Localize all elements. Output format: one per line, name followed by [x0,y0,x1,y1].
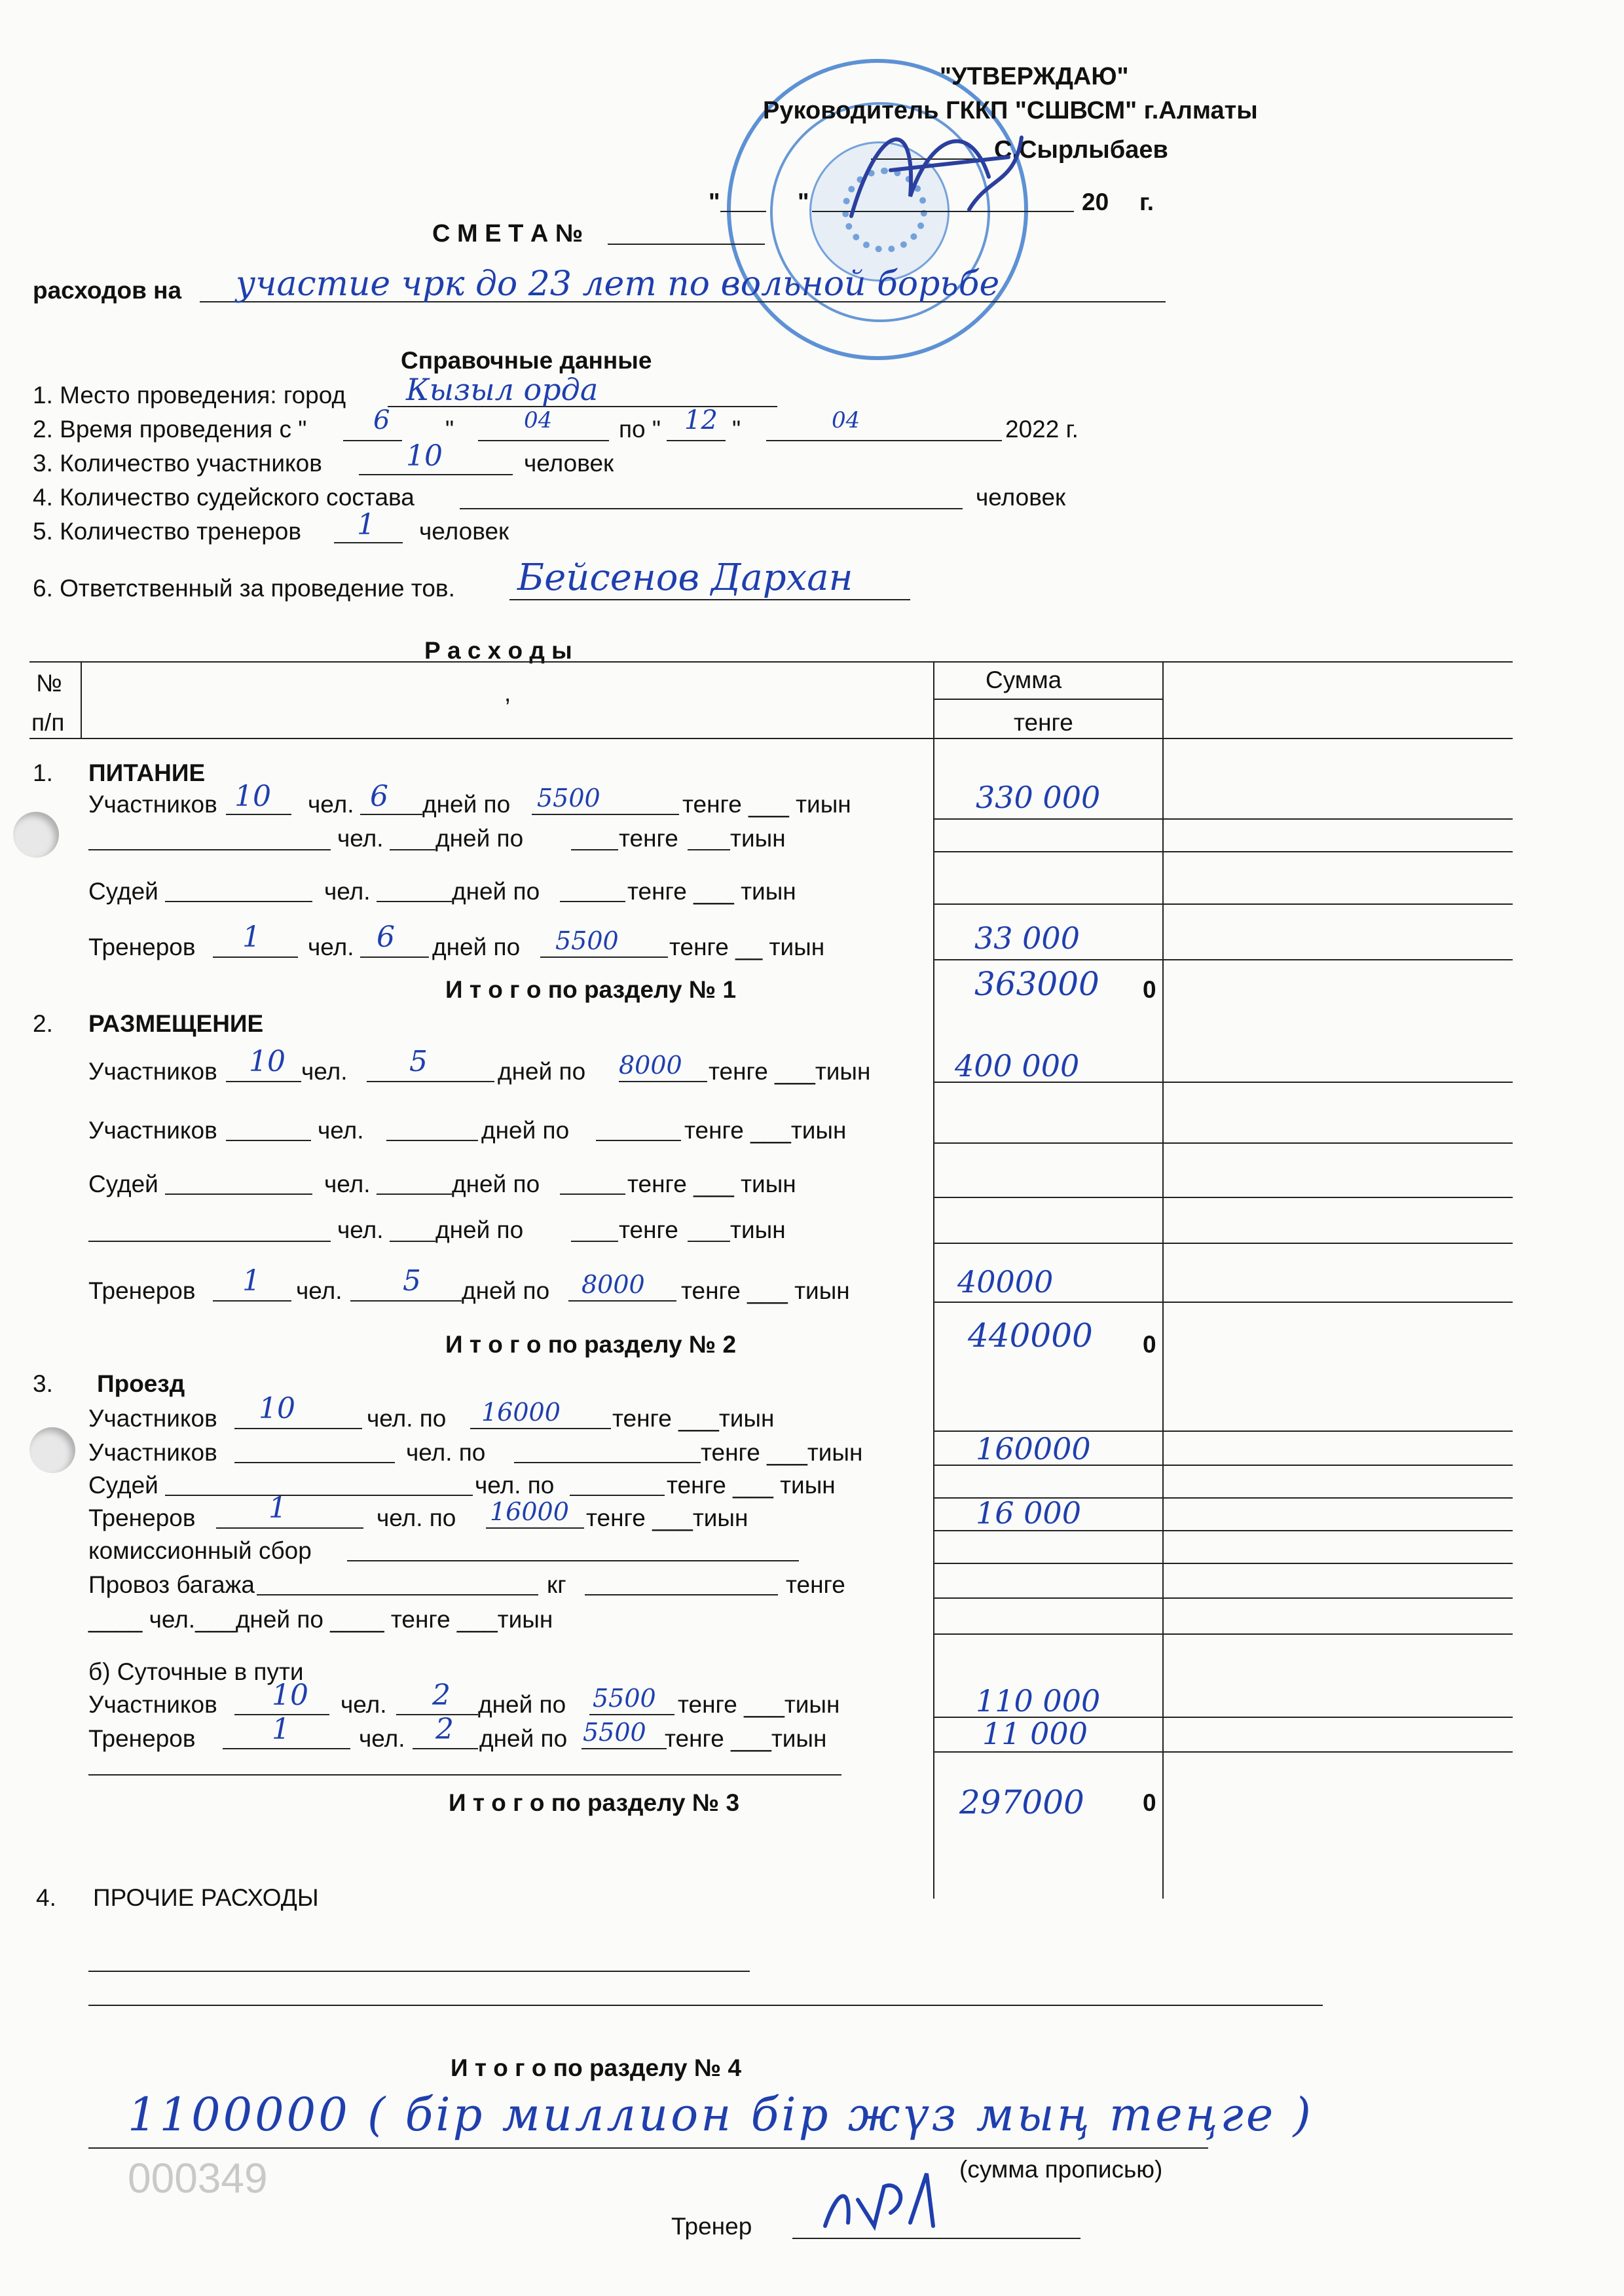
s3-total-zero: 0 [1143,1789,1156,1816]
s3-r10-rate: 5500 [583,1718,646,1747]
s1-r1-tenge: тенге ___ тиын [682,791,851,818]
date-quote-open: " [709,189,720,215]
s3-r3-label: Судей [88,1472,158,1499]
s3-total-label: И т о г о по разделу № 3 [449,1789,740,1816]
s3-r4-tenge: тенге ___тиын [586,1504,748,1531]
s1-r2-chel: чел. [337,825,384,852]
s1-r3-dnei: дней по [452,878,540,905]
s3-r1-rate: 16000 [481,1398,561,1427]
s2-r1-count: 10 [249,1045,286,1078]
s3-r1-tenge: тенге ___тиын [612,1405,775,1432]
time-po: по " [619,416,661,443]
coaches-unit: человек [419,518,509,545]
s1-r2-tiyn: тиын [730,825,786,852]
head-name: С.Сырлыбаев [994,136,1168,164]
expenses-purpose-handwritten: участие чрк до 23 лет по вольной борьбе [236,264,1000,304]
participants-handwritten: 10 [406,439,443,473]
document-title: С М Е Т А № [432,220,583,247]
time-label: 2. Время проведения с " [33,416,307,443]
date-g: г. [1139,189,1154,215]
s1-r4-rate: 5500 [555,926,619,955]
s2-r1-days: 5 [409,1045,428,1078]
director-signature-icon [838,98,1035,242]
s2-r1-chel: чел. [301,1058,348,1085]
approve-label: "УТВЕРЖДАЮ" [940,63,1129,90]
s1-title: ПИТАНИЕ [88,759,206,786]
serial-number: 000349 [128,2155,268,2202]
s2-r3-dnei: дней по [452,1171,540,1197]
s3-r9-label: Участников [88,1691,217,1718]
place-label: 1. Место проведения: город [33,382,346,409]
s2-total-zero: 0 [1143,1331,1156,1358]
s2-r5-sum: 40000 [957,1264,1054,1300]
s2-r2-chel: чел. [318,1117,364,1144]
s2-r1-dnei: дней по [498,1058,586,1085]
s2-r5-rate: 8000 [581,1270,645,1299]
responsible-handwritten: Бейсенов Дархан [517,556,853,599]
s1-num: 1. [33,759,53,786]
coach-label: Тренер [671,2213,752,2240]
expenses-label: расходов на [33,277,182,304]
ref-heading: Справочные данные [401,347,652,374]
s3-r9-sum: 110 000 [976,1683,1101,1719]
s2-num: 2. [33,1010,53,1037]
judges-label: 4. Количество судейского состава [33,484,415,511]
s3-r9-rate: 5500 [593,1684,656,1713]
s1-r2-tenge: тенге [619,825,678,852]
s3-r1-label: Участников [88,1405,217,1432]
s1-total-zero: 0 [1143,976,1156,1003]
judges-unit: человек [976,484,1066,511]
s2-r4-tiyn: тиын [730,1216,786,1243]
s2-r5-days: 5 [403,1264,421,1298]
s2-r5-dnei: дней по [462,1277,550,1304]
s3-title: Проезд [97,1370,185,1397]
s1-r4-count: 1 [242,920,261,954]
s3-num: 3. [33,1370,53,1397]
s3-r6-tenge: тенге [786,1571,845,1598]
s3-r1-chel: чел. по [367,1405,447,1432]
s1-r4-chel: чел. [308,934,354,960]
s2-r3-tenge: тенге ___ тиын [627,1171,796,1197]
date-quote-close: " [798,189,809,215]
s3-r10-count: 1 [272,1713,290,1746]
s2-r1-label: Участников [88,1058,217,1085]
s1-r4-dnei: дней по [432,934,521,960]
s3-r9-dnei: дней по [478,1691,566,1718]
s2-r1-rate: 8000 [619,1051,682,1080]
s1-r3-chel: чел. [324,878,371,905]
s3-r9-count: 10 [272,1679,308,1712]
s3-r2-tenge: тенге ___тиын [701,1439,863,1466]
s3-r10-days: 2 [435,1713,454,1746]
time-from-month: 04 [524,407,553,433]
s4-num: 4. [36,1884,56,1911]
place-handwritten: Кызыл орда [406,372,599,407]
coach-signature-icon [812,2160,963,2246]
coaches-label: 5. Количество тренеров [33,518,302,545]
s3-r4-label: Тренеров [88,1504,196,1531]
s2-r4-chel: чел. [337,1216,384,1243]
date-year: 20 [1082,189,1109,215]
s2-r5-count: 1 [242,1264,261,1298]
head-title: Руководитель ГККП "СШВСМ" г.Алматы [763,97,1258,124]
punch-hole-icon [29,1427,75,1473]
s3-r10-sum: 11 000 [982,1716,1088,1751]
time-quote: " [445,416,454,443]
grand-total-handwritten: 1100000 ( бір миллион бір жүз мың теңге ) [128,2088,1314,2141]
s3-r9-tenge: тенге ___тиын [678,1691,840,1718]
s1-r1-dnei: дней по [422,791,511,818]
s1-r4-sum: 33 000 [974,920,1080,956]
s2-r4-dnei: дней по [435,1216,524,1243]
col-num-bottom: п/п [31,709,65,736]
s1-r2-dnei: дней по [435,825,524,852]
s1-total-label: И т о г о по разделу № 1 [445,976,737,1003]
s1-r4-label: Тренеров [88,934,196,960]
s2-r5-tenge: тенге ___ тиын [681,1277,850,1304]
s1-r1-chel: чел. [308,791,354,818]
s2-r1-tenge: тенге ___тиын [709,1058,871,1085]
s4-title: ПРОЧИЕ РАСХОДЫ [93,1884,319,1911]
time-from-day: 6 [373,405,390,435]
s1-r1-label: Участников [88,791,217,818]
s1-r3-tenge: тенге ___ тиын [627,878,796,905]
col-comma: , [504,680,511,706]
time-to-month: 04 [832,407,860,433]
s2-r5-label: Тренеров [88,1277,196,1304]
s2-r3-chel: чел. [324,1171,371,1197]
time-quote2: " [732,416,741,443]
s3-r2-sum: 160000 [976,1431,1091,1467]
s3-r8-label: б) Суточные в пути [88,1658,304,1685]
participants-unit: человек [524,450,614,477]
s1-r1-sum: 330 000 [976,780,1101,815]
responsible-label: 6. Ответственный за проведение тов. [33,575,455,602]
expenses-heading: Р а с х о д ы [424,637,572,664]
s3-r4-count: 1 [268,1491,287,1525]
s1-r1-count: 10 [234,780,271,813]
s2-r2-label: Участников [88,1117,217,1144]
s3-r4-sum: 16 000 [976,1495,1081,1531]
s3-r10-chel: чел. [359,1725,405,1752]
s4-total-label: И т о г о по разделу № 4 [451,2054,742,2081]
s2-r4-tenge: тенге [619,1216,678,1243]
s1-r1-rate: 5500 [537,784,600,812]
coaches-handwritten: 1 [357,508,375,541]
punch-hole-icon [13,812,59,858]
col-sum-top: Сумма [986,666,1062,693]
s3-r3-tenge: тенге ___ тиын [667,1472,836,1499]
col-sum-bottom: тенге [1014,709,1073,736]
participants-label: 3. Количество участников [33,450,322,477]
s3-r9-chel: чел. [341,1691,387,1718]
s1-r4-days: 6 [377,920,395,954]
s3-r6-label: Провоз багажа [88,1571,255,1598]
s2-r3-label: Судей [88,1171,158,1197]
time-year: 2022 г. [1005,416,1079,443]
s3-r10-dnei: дней по [479,1725,568,1752]
s3-r1-count: 10 [259,1392,295,1425]
time-to-day: 12 [684,405,718,435]
s3-r10-tenge: тенге ___тиын [665,1725,827,1752]
s3-r4-chel: чел. по [377,1504,456,1531]
s2-r2-tenge: тенге ___тиын [684,1117,847,1144]
col-num-top: № [36,670,62,697]
s1-r3-label: Судей [88,878,158,905]
s3-r3-chel: чел. по [475,1472,555,1499]
s2-r2-dnei: дней по [481,1117,570,1144]
s2-total-label: И т о г о по разделу № 2 [445,1331,737,1358]
s1-r4-tenge: тенге __ тиын [669,934,825,960]
s3-r9-days: 2 [432,1679,451,1712]
s3-r10-label: Тренеров [88,1725,196,1752]
s2-r1-sum: 400 000 [955,1048,1080,1084]
s3-r7-label: ____ чел.___дней по ____ тенге ___тиын [88,1606,553,1633]
s3-r4-rate: 16000 [490,1497,569,1526]
sum-in-words-label: (сумма прописью) [959,2156,1163,2183]
s3-r6-kg: кг [547,1571,566,1598]
s3-r5-label: комиссионный сбор [88,1537,312,1564]
s3-r2-chel: чел. по [406,1439,486,1466]
s2-total-handwritten: 440000 [968,1317,1093,1355]
s3-total-handwritten: 297000 [959,1783,1084,1821]
s2-r5-chel: чел. [296,1277,342,1304]
s3-r2-label: Участников [88,1439,217,1466]
s1-r1-days: 6 [370,780,388,813]
s2-title: РАЗМЕЩЕНИЕ [88,1010,264,1037]
s1-total-handwritten: 363000 [974,965,1099,1003]
